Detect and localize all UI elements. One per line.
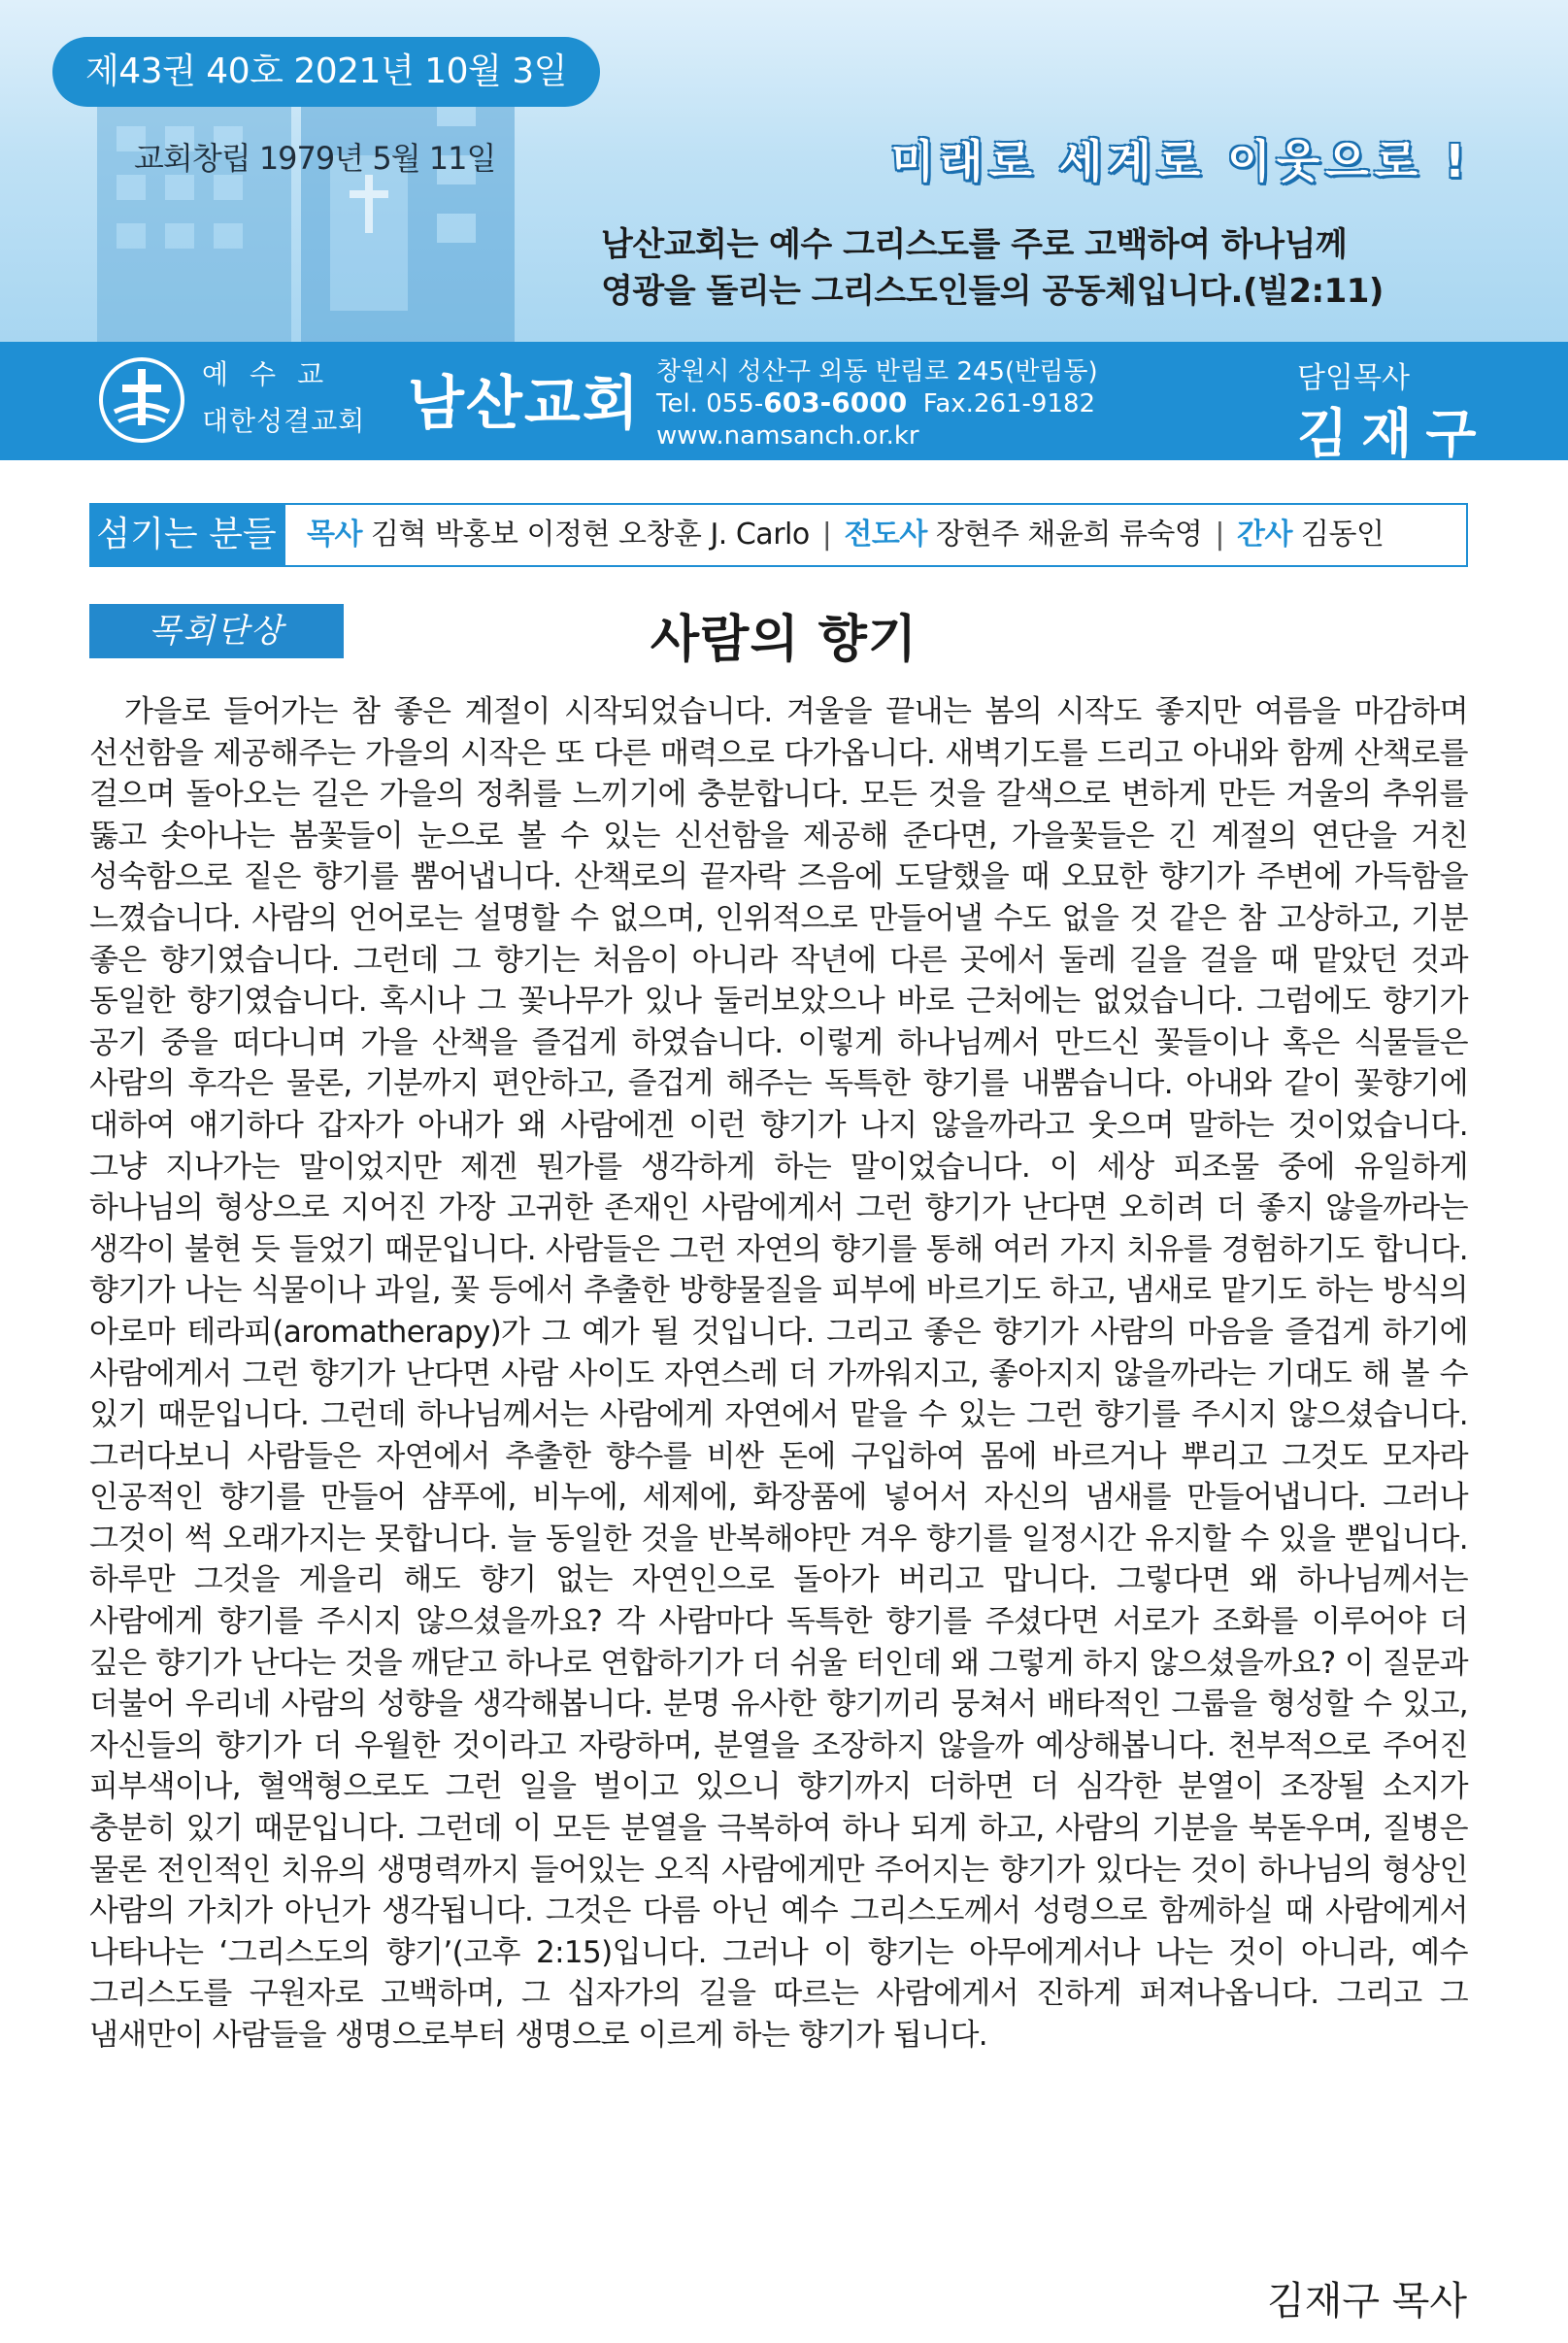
servers-list: [284, 503, 1468, 567]
founding-date: 교회창립 1979년 5월 11일: [134, 140, 496, 177]
role-pastors: 목사: [307, 518, 362, 552]
role-evangelists: 전도사: [844, 518, 927, 552]
pastors-names: 김혁 박홍보 이정현 오창훈 J. Carlo: [371, 518, 810, 552]
fax-number: Fax.261-9182: [922, 389, 1096, 418]
church-address: 창원시 성산구 외동 반림로 245(반림동): [656, 357, 1098, 386]
church-logo-icon: [97, 355, 186, 445]
issue-info: 제43권 40호 2021년 10월 3일: [52, 37, 600, 107]
article-body: 가을로 들어가는 참 좋은 계절이 시작되었습니다. 겨울을 끝내는 봄의 시작도 좋지만 여름을 마감하며 선선함을 제공해주는 가을의 시작은 또 다른 매력으로 다가옵니다. 새벽기도를 드리고 아내와 함께 산책로를 걸으며 돌아오는 길은 가을의 정취를 느끼기에 충분합니다. 모든 것을 갈색으로 변하게 만든 겨울의 추위를 뚫고 솟아나는 봄꽃들이 눈으로 볼 수 있는 신선함을 제공해 준다면, 가을꽃들은 긴 계절의 연단을 거친 성숙함으로 짙은 향기를 뿜어냅니다. 산책로의 끝자락 즈음에 도달했을 때 오묘한 향기가 주변에 가득함을 느꼈습니다. 사람의 언어로는 설명할 수 없으며, 인위적으로 만들어낼 수도 없을 것 같은 참 고상하고, 기분 좋은 향기였습니다. 그런데 그 향기는 처음이 아니라 작년에 다른 곳에서 둘레 길을 걸을 때 맡았던 것과 동일한 향기였습니다. 혹시나 그 꽃나무가 있나 둘러보았으나 바로 근처에는 없었습니다. 그럼에도 향기가 공기 중을 떠다니며 가을 산책을 즐겁게 하였습니다. 이렇게 하나님께서 만드신 꽃들이나 혹은 식물들은 사람의 후각은 물론, 기분까지 편안하고, 즐겁게 해주는 독특한 향기를 내뿜습니다. 아내와 같이 꽃향기에 대하여 얘기하다 갑자가 아내가 왜 사람에겐 이런 향기가 나지 않을까라고 웃으며 말하는 것이었습니다. 그냥 지나가는 말이었지만 제겐 뭔가를 생각하게 하는 말이었습니다. 이 세상 피조물 중에 유일하게 하나님의 형상으로 지어진 가장 고귀한 존재인 사람에게서 그런 향기가 난다면 오히려 더 좋지 않을까라는 생각이 불현 듯 들었기 때문입니다. 사람들은 그런 자연의 향기를 통해 여러 가지 치유를 경험하기도 합니다. 향기가 나는 식물이나 과일, 꽃 등에서 추출한 방향물질을 피부에 바르기도 하고, 냄새로 맡기도 하는 방식의 아로마 테라피(aromatherapy)가 그 예가 될 것입니다. 그리고 좋은 향기가 사람의 마음을 즐겁게 하기에 사람에게서 그런 향기가 난다면 사람 사이도 자연스레 더 가까워지고, 좋아지지 않을까라는 기대도 해 볼 수 있기 때문입니다. 그런데 하나님께서는 사람에게 자연에서 맡을 수 있는 그런 향기를 주시지 않으셨습니다. 그러다보니 사람들은 자연에서 추출한 향수를 비싼 돈에 구입하여 몸에 바르거나 뿌리고 그것도 모자라 인공적인 향기를 만들어 샴푸에, 비누에, 세제에, 화장품에 넣어서 자신의 냄새를 만들어냅니다. 그러나 그것이 썩 오래가지는 못합니다. 늘 동일한 것을 반복해야만 겨우 향기를 일정시간 유지할 수 있을 뿐입니다. 하루만 그것을 게을리 해도 향기 없는 자연인으로 돌아가 버리고 맙니다. 그렇다면 왜 하나님께서는 사람에게 향기를 주시지 않으셨을까요? 각 사람마다 독특한 향기를 주셨다면 서로가 조화를 이루어야 더 깊은 향기가 난다는 것을 깨닫고 하나로 연합하기가 더 쉬울 터인데 왜 그렇게 하지 않으셨을까요? 이 질문과 더불어 우리네 사람의 성향을 생각해봅니다. 분명 유사한 향기끼리 뭉쳐서 배타적인 그룹을 형성할 수 있고, 자신들의 향기가 더 우월한 것이라고 자랑하며, 분열을 조장하지 않을까 예상해봅니다. 천부적으로 주어진 피부색이나, 혈액형으로도 그런 일을 벌이고 있으니 향기까지 더하면 더 심각한 분열이 조장될 소지가 충분히 있기 때문입니다. 그런데 이 모든 분열을 극복하여 하나 되게 하고, 사람의 기분을 북돋우며, 질병은 물론 전인적인 치유의 생명력까지 들어있는 오직 사람에게만 주어지는 향기가 있다는 것이 하나님의 형상인 사람의 가치가 아닌가 생각됩니다. 그것은 다름 아닌 예수 그리스도께서 성령으로 함께하실 때 사람에게서 나타나는 ‘그리스도의 향기’(고후 2:15)입니다. 그러나 이 향기는 아무에게서나 나는 것이 아니라, 예수 그리스도를 구원자로 고백하며, 그 십자가의 길을 따르는 사람에게서 진하게 퍼져나옵니다. 그리고 그 냄새만이 사람들을 생명으로부터 생명으로 이르게 하는 향기가 됩니다.: [89, 694, 1468, 2053]
separator: |: [1215, 518, 1224, 552]
mission-line: 남산교회는 예수 그리스도를 주로 고백하여 하나님께: [601, 225, 1348, 264]
section-tag: 목회단상: [89, 604, 344, 658]
denomination-line1: 예수교: [202, 358, 346, 390]
evangelists-names: 장현주 채윤희 류숙영: [935, 518, 1203, 552]
denomination-line2: 대한성결교회: [202, 405, 366, 437]
role-secretary: 간사: [1237, 518, 1292, 552]
article-author: 김재구 목사: [1267, 2279, 1467, 2324]
church-name: 남산교회: [408, 370, 641, 438]
tel-prefix: Tel. 055-: [656, 389, 764, 418]
slogan: 미래로 세계로 이웃으로 !: [890, 135, 1471, 187]
church-info-bar: [0, 342, 1568, 464]
mission-statement: [601, 221, 1475, 315]
header-banner: [0, 0, 1568, 342]
tel-number: 603-6000: [763, 386, 908, 418]
secretary-name: 김동인: [1301, 518, 1385, 552]
separator: |: [821, 518, 832, 552]
pastor-name: 김재구: [1297, 402, 1490, 464]
pastor-title: 담임목사: [1297, 361, 1410, 395]
church-phone: [656, 386, 1095, 418]
article-title: 사람의 향기: [650, 611, 918, 669]
mission-line: 영광을 돌리는 그리스도인들의 공동체입니다.(빌2:11): [601, 272, 1384, 311]
servers-label: 섬기는 분들: [89, 503, 284, 567]
church-website[interactable]: www.namsanch.or.kr: [656, 421, 919, 451]
